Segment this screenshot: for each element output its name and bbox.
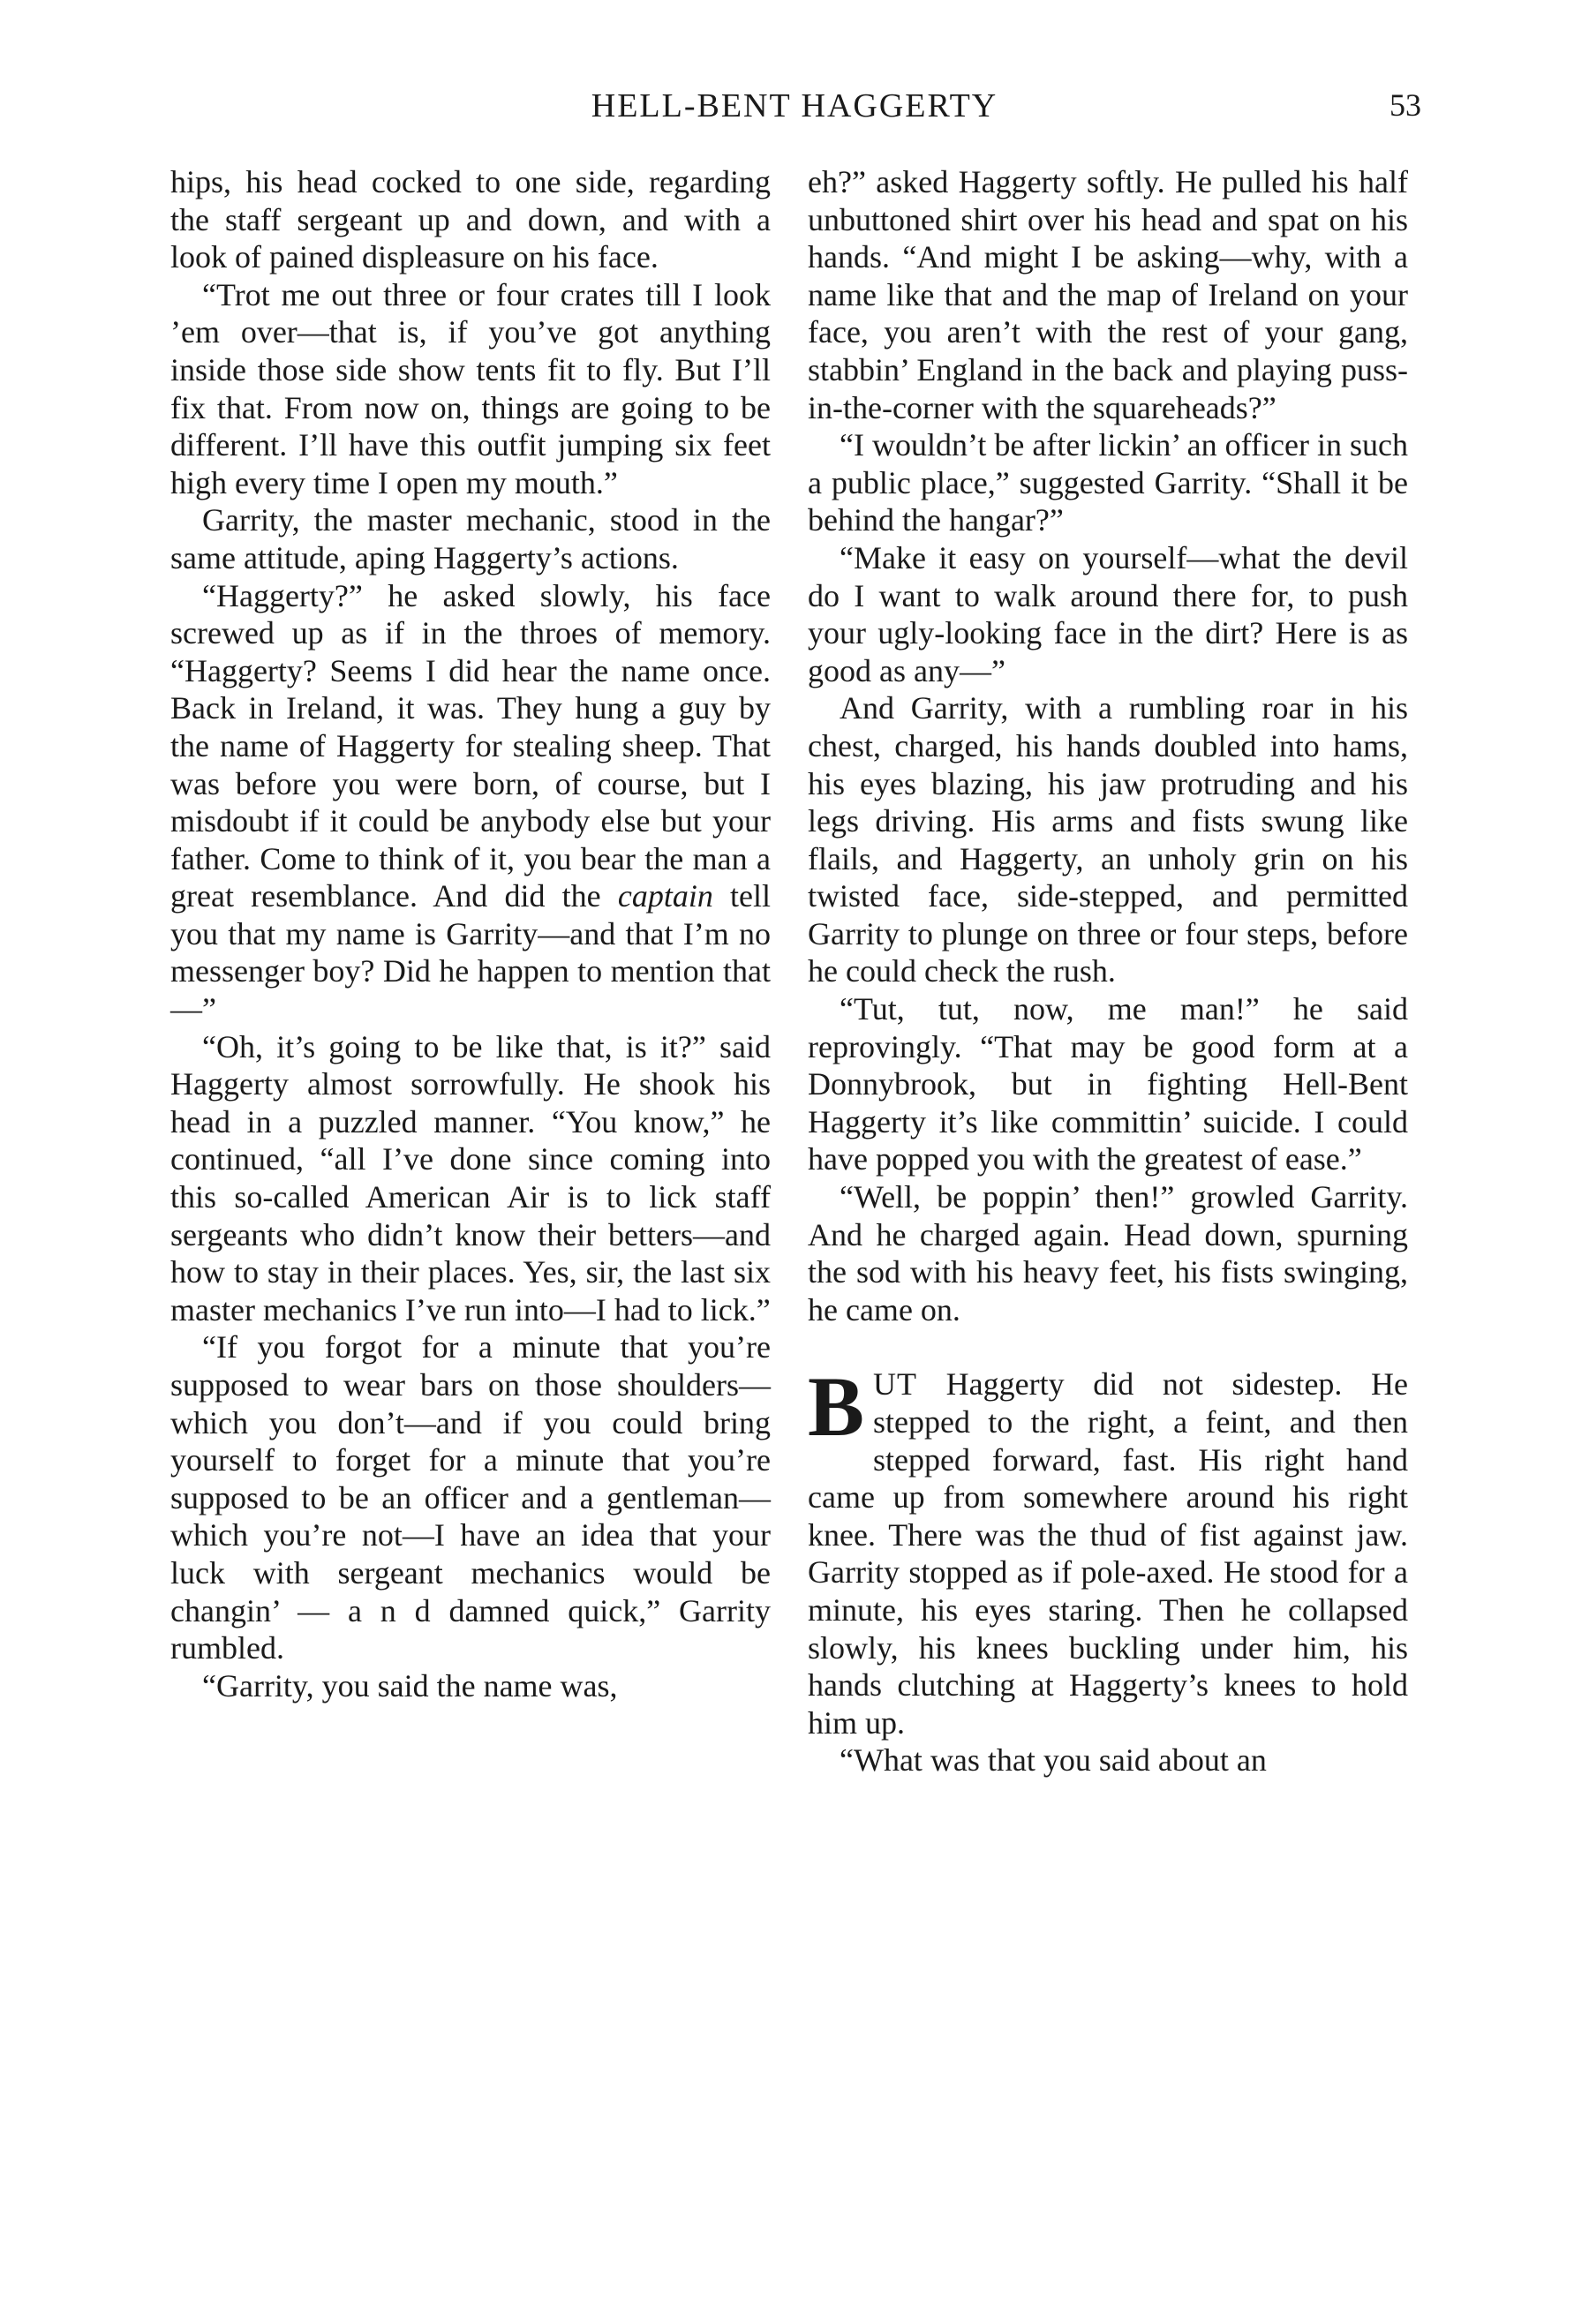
paragraph: “I wouldn’t be after lickin’ an officer in such a public place,” suggested Garrity. “Shall it be behind the hangar?” xyxy=(808,427,1408,538)
paragraph: “Oh, it’s going to be like that, is it?” said Haggerty almost sorrowfully. He shook his head in a puzzled manner. “You know,” he continued, “all I’ve done since coming into this so-called American Air is to lick staff sergeants who didn’t know their betters—and how to stay in their places. Yes, sir, the last six master mechanics I’ve run into—I had to lick.” xyxy=(170,1028,771,1327)
left-column xyxy=(170,163,771,1704)
drop-cap: B xyxy=(808,1359,865,1455)
paragraph-text: “Haggerty?” he asked slowly, his face screwed up as if in the throes of memory. “Haggerty? Seems I did hear the name once. Back in Ireland, it was. They hung a guy by the name of Haggerty for stealing sheep. That was before you were born, of course, but I misdoubt if it could be anybody else but your father. Come to think of it, you bear the man a great resemblance. And did the xyxy=(170,577,771,914)
paragraph-dropcap xyxy=(808,1359,1409,1741)
paragraph: hips, his head cocked to one side, regarding the staff sergeant up and down, and with a look of pained displeasure on his face. xyxy=(170,164,771,275)
emphasis-text: captain xyxy=(617,878,713,914)
paragraph xyxy=(170,577,771,1028)
running-title: HELL-BENT HAGGERTY xyxy=(591,87,998,124)
section-break xyxy=(808,1328,1408,1365)
paragraph: “Tut, tut, now, me man!” he said reprovingly. “That may be good form at a Donnybrook, but in fighting Hell-Bent Haggerty it’s like committin’ suicide. I could have popped you with the greatest of ease.” xyxy=(808,991,1408,1177)
paragraph-text: tell you that my name is Garrity—and that I’m no messenger boy? Did he happen to mention that—” xyxy=(170,878,772,1027)
paragraph: eh?” asked Haggerty softly. He pulled his half unbuttoned shirt over his head and spat on his hands. “And might I be asking—why, with a name like that and the map of Ireland on your face, you aren’t with the rest of your gang, stabbin’ England in the back and playing puss-in-the-corner with the squareheads?” xyxy=(808,164,1408,425)
small-caps-lead: UT xyxy=(873,1366,918,1403)
right-column xyxy=(808,163,1408,1779)
paragraph: “If you forgot for a minute that you’re supposed to wear bars on those shoulders—which you don’t—and if you could bring yourself to forget for a minute that you’re supposed to be an officer and a gentleman—which you’re not—I have an idea that your luck with sergeant mechanics would be changin’ — a n d damned quick,” Garrity rumbled. xyxy=(170,1329,771,1666)
paragraph: “Make it easy on yourself—what the devil do I want to walk around there for, to push your ugly-looking face in the dirt? Here is as good as any—” xyxy=(808,539,1408,688)
paragraph: And Garrity, with a rumbling roar in his chest, charged, his hands doubled into hams, his eyes blazing, his jaw protruding and his legs driving. His arms and fists swung like flails, and Haggerty, an unholy grin on his twisted face, side-stepped, and permitted Garrity to plunge on three or four steps, before he could check the rush. xyxy=(808,690,1408,989)
page-number: 53 xyxy=(1389,87,1421,123)
paragraph: “Garrity, you said the name was, xyxy=(202,1667,618,1704)
paragraph: Garrity, the master mechanic, stood in the same attitude, aping Haggerty’s actions. xyxy=(170,502,771,575)
paragraph: “Well, be poppin’ then!” growled Garrity. And he charged again. Head down, spurning the sod with his heavy feet, his fists swinging, he came on. xyxy=(808,1179,1408,1327)
page-header xyxy=(168,86,1421,139)
paragraph: “What was that you said about an xyxy=(840,1742,1267,1779)
paragraph: “Trot me out three or four crates till I look ’em over—that is, if you’ve got anything inside those side show tents fit to fly. But I’ll fix that. From now on, things are going to be different. I’ll have this outfit jumping six feet high every time I open my mouth.” xyxy=(170,276,771,500)
paragraph-text: Haggerty did not sidestep. He stepped to the right, a feint, and then stepped forward, fast. His right hand came up from somewhere around his right knee. There was the thud of fist against jaw. Garrity stopped as if pole-axed. He stood for a minute, his eyes staring. Then he collapsed slowly, his knees buckling under him, his hands clutching at Haggerty’s knees to hold him up. xyxy=(808,1366,1409,1741)
